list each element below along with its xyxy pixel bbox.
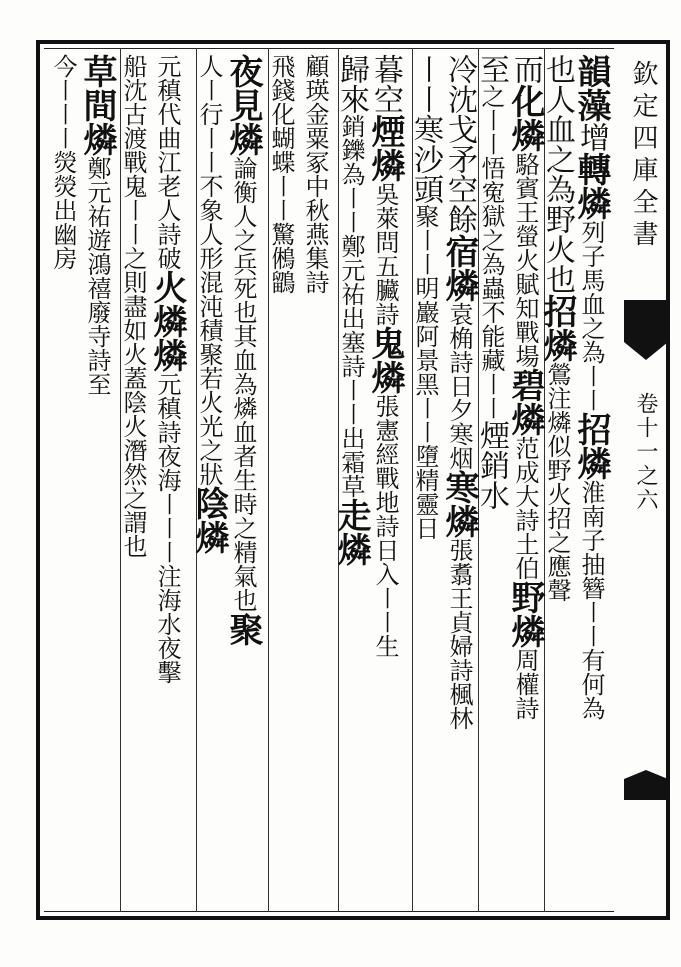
entry-heading: 草間燐: [77, 54, 117, 156]
annotation-text: 鄭元祐遊鴻禧廢寺詩至: [83, 156, 111, 396]
entry-heading: 寒燐: [439, 470, 479, 538]
text-column: [264, 54, 298, 904]
book-title: 欽定四庫全書: [628, 60, 658, 252]
entry-heading: 轉燐: [571, 152, 611, 220]
text-column: [298, 54, 332, 904]
text-column: [537, 54, 577, 904]
text-column: [147, 54, 187, 904]
body-text: 煙銷水: [474, 420, 509, 510]
body-text: 暮空: [368, 54, 403, 114]
entry-heading: 火燐燐: [147, 270, 187, 372]
annotation-text: 列子馬血之為〡〡: [577, 220, 605, 412]
entry-heading: 宿燐: [439, 234, 479, 302]
body-text: 冷沈戈矛空餘: [442, 54, 477, 234]
text-column: [46, 54, 80, 904]
annotation-text: 袁桷詩日夕寒烟: [445, 302, 473, 470]
body-text: 而: [508, 54, 543, 84]
entry-heading: 陰燐: [189, 486, 229, 554]
annotation-text: 今〡〡〡熒熒出幽房: [49, 54, 77, 270]
body-text: 增: [574, 122, 609, 152]
entry-heading: 鬼燐: [365, 326, 405, 394]
text-column: [408, 54, 442, 904]
text-column: [116, 54, 150, 904]
annotation-text: 之則盡如火蓋陰火潛然之謂也: [119, 246, 147, 558]
entry-heading: 走燐: [331, 498, 371, 566]
annotation-text: 淮南子抽簪〡〡有何為: [577, 480, 605, 720]
annotation-text: 論衡人之兵死也其血為燐血者生時之精氣也: [229, 156, 257, 612]
annotation-text: 景黑〡〡墮精靈日: [411, 348, 439, 540]
annotation-text: 駱賓王螢火賦知戰場: [511, 152, 539, 368]
text-column: [365, 54, 405, 904]
annotation-text: 張翥王貞婦詩楓林: [445, 538, 473, 730]
annotation-text: 鶯注燐似野火招之應聲: [543, 362, 571, 602]
text-column: [505, 54, 545, 904]
entry-heading: 野燐: [505, 580, 545, 648]
body-text: 歸來: [334, 54, 369, 114]
text-column: [223, 54, 263, 904]
body-text: 也人血之為野火也: [540, 54, 575, 294]
annotation-text: 船沈古渡戰鬼〡〡: [119, 54, 147, 246]
text-column: [439, 54, 479, 904]
entry-heading: 招燐: [571, 412, 611, 480]
entry-heading: 化燐: [505, 84, 545, 152]
body-text: 〡〡寒沙頭: [408, 54, 443, 204]
text-column: [189, 54, 229, 904]
text-column: [571, 54, 611, 904]
annotation-text: 范成大詩土伯: [511, 436, 539, 580]
annotation-text: 銷鑠為〡〡: [337, 114, 365, 234]
text-column: [77, 54, 117, 904]
annotation-text: 之〡〡悟寃獄之為蟲: [477, 84, 505, 300]
entry-heading: 煙燐: [365, 114, 405, 182]
annotation-text: 周權詩: [511, 648, 539, 720]
annotation-text: 不能藏〡〡: [477, 300, 505, 420]
annotation-text: 顧瑛金粟冢中秋燕集詩: [301, 54, 329, 294]
entry-heading: 招燐: [537, 294, 577, 362]
entry-heading: 碧燐: [505, 368, 545, 436]
chapter-label: 卷十一之六: [633, 392, 658, 512]
text-column: [331, 54, 371, 904]
text-column: [474, 54, 508, 904]
entry-heading: 聚: [223, 612, 263, 646]
annotation-text: 張憲經戰地詩日入〡〡生: [371, 394, 399, 658]
annotation-text: 聚〡〡明巖阿: [411, 204, 439, 348]
annotation-text: 吳萊問五臟詩: [371, 182, 399, 326]
annotation-text: 飛錢化蝴蝶〡〡驚鵂鶹: [267, 54, 295, 294]
entry-heading: 韻藻: [571, 54, 611, 122]
annotation-text: 元稹詩夜海〡〡〡注海水夜擊: [153, 372, 181, 684]
annotation-text: 元稹代曲江老人詩破: [153, 54, 181, 270]
entry-heading: 夜見燐: [223, 54, 263, 156]
annotation-text: 人〡行〡〡不象人形混沌積聚若火光之狀: [195, 54, 223, 486]
annotation-text: 鄭元祐出塞詩〡〡出霜草: [337, 234, 365, 498]
body-text: 至: [474, 54, 509, 84]
